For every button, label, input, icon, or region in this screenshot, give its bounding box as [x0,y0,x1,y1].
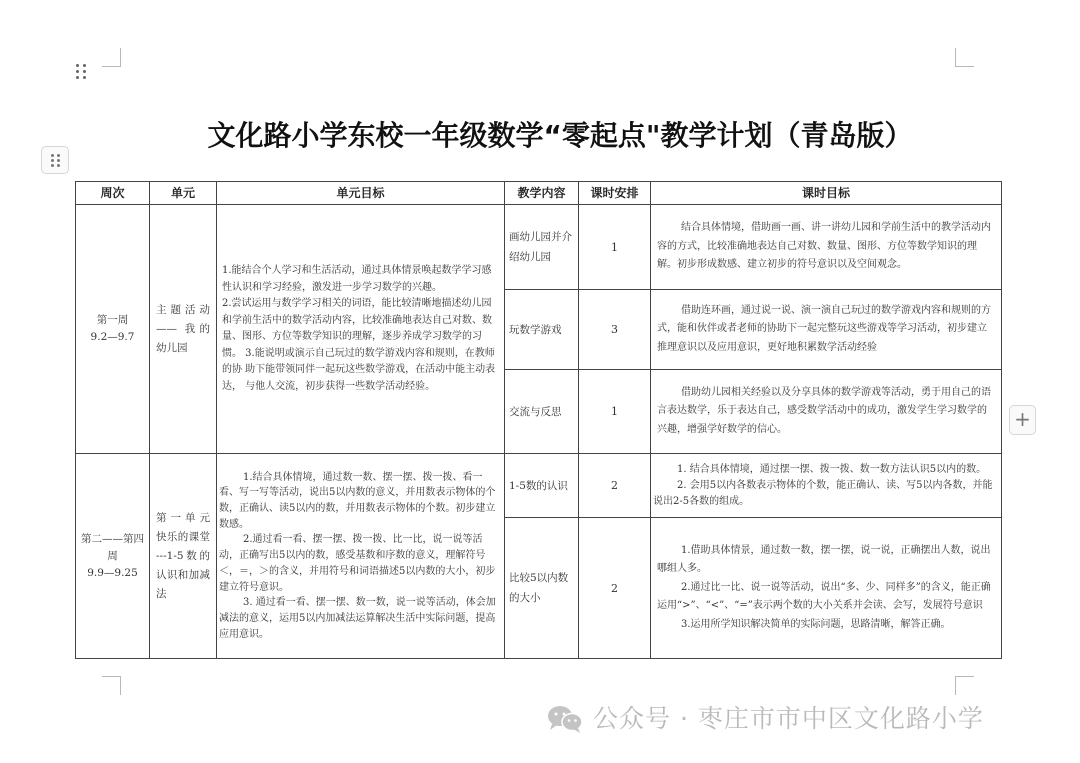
week-dates: 9.9—9.25 [87,566,138,579]
watermark-text: 公众号 · 枣庄市市中区文化路小学 [593,704,984,733]
watermark [545,700,984,738]
block-menu-button[interactable] [41,146,69,174]
lesson-target: 借助连环画，通过说一说、演一演自己玩过的数学游戏内容和规则的方式，能和伙伴或者老师的协助下一起完整玩这些游戏等学习活动，初步建立推理意识以及应用意识，更好地积累数学活动经验 [657,304,991,353]
unit-goal: 1.结合具体情境，通过数一数、摆一摆、拨一拨、看一看、写一写等活动，说出5以内数的意义，并用数表示物体的个数，正确认、读5以内的数，并用数表示物体的个数。初步建立数感。 [219,471,496,530]
unit-goals [217,454,505,659]
document-title: 文化路小学东校一年级数学“零起点"教学计划（青岛版） [207,119,913,152]
header-unit-goals: 单元目标 [217,182,505,205]
lesson-hours: 1 [579,370,651,454]
lesson-target: 1.借助具体情景，通过数一数，摆一摆，说一说，正确摆出人数，说出哪组人多。 [657,544,991,575]
lesson-content: 比较5以内数的大小 [505,518,579,659]
table-header-row [76,182,1002,205]
crop-mark-top-left [102,48,121,67]
unit-goals [217,205,505,454]
week-dates: 9.2—9.7 [90,331,135,343]
lesson-content: 玩数学游戏 [505,290,579,370]
header-week: 周次 [76,182,150,205]
week-cell [76,205,150,454]
unit-goal: 1.能结合个人学习和生活活动，通过具体情景唤起数学学习感 性认识和学习经验，激发进一步学习数学的兴趣。 [222,265,492,293]
lesson-hours: 2 [579,518,651,659]
lesson-content: 画幼儿园并介绍幼儿园 [505,205,579,290]
lesson-content: 交流与反思 [505,370,579,454]
header-hours: 课时安排 [579,182,651,205]
lesson-target: 3.运用所学知识解决简单的实际问题，思路清晰，解答正确。 [681,618,951,630]
week-label: 第二——第四周 [81,532,144,562]
crop-mark-bottom-right [955,676,974,695]
lesson-hours: 1 [579,205,651,290]
lesson-targets [651,290,1002,370]
unit-name: 主题活动—— 我的幼儿园 [150,205,217,454]
lesson-target: 借助幼儿园相关经验以及分享具体的数学游戏等活动，勇于用自己的语言表达数学，乐于表达自己，感受数学活动中的成功，激发学生学习数学的兴趣，增强学好数学的信心。 [657,386,991,435]
lesson-hours: 2 [579,454,651,518]
lesson-targets [651,205,1002,290]
unit-goal: 3. 通过看一看、摆一摆、数一数，说一说等活动，体会加减法的意义，运用5以内加减法运算解决生活中实际问题，提高应用意识。 [219,597,496,640]
unit-goal: 2.通过看一看、摆一摆、拨一拨、比一比，说一说等活动，正确写出5以内的数，感受基数和序数的意义，理解符号＜，＝，＞的含义，并用符号和词语描述5以内数的大小，初步建立符号意识。 [219,534,496,593]
lesson-targets [651,454,1002,518]
drag-handle-icon[interactable] [76,64,90,82]
week-cell [76,454,150,659]
crop-mark-top-right [955,48,974,67]
unit-name: 第一单元 快乐的课堂 ---1-5数的认识和加减法 [150,454,217,659]
lesson-target: 2. 会用5以内各数表示物体的个数，能正确认、读、写5以内各数，并能说出2-5各数的组成。 [653,479,993,507]
header-unit: 单元 [150,182,217,205]
lesson-content: 1-5数的认识 [505,454,579,518]
week-label: 第一周 [96,314,129,326]
lesson-hours: 3 [579,290,651,370]
lesson-targets [651,518,1002,659]
lesson-target: 2.通过比一比、说一说等活动，说出“多、少、同样多”的含义，能正确运用“>”、“<”、“=”表示两个数的大小关系并会读、会写，发展符号意识 [657,581,991,612]
lesson-targets [651,370,1002,454]
table-row [76,454,1002,518]
header-lesson-targets: 课时目标 [651,182,1002,205]
add-column-button[interactable]: + [1009,405,1036,435]
teaching-plan-table [75,181,1002,659]
unit-goal: 2.尝试运用与数学学习相关的词语，能比较清晰地描述幼儿园 和学前生活中的数学活动内容，比较准确地表达自己对数、数 量、图形、方位等数学知识的理解，逐步养成学习数学的习惯。 3.能说明或演示自己玩过的数学游戏内容和规则，在教师的协 助下能带领同伴一起玩这些数学游戏，在活动中能主动表达， 与他人交流，初步获得一些数学活动经验。 [222,298,496,392]
crop-mark-bottom-left [102,676,121,695]
table-row [76,205,1002,290]
lesson-target: 1. 结合具体情境，通过摆一摆、拨一拨、数一数方法认识5以内的数。 [677,463,987,475]
header-content: 教学内容 [505,182,579,205]
lesson-target: 结合具体情境，借助画一画、讲一讲幼儿园和学前生活中的教学活动内容的方式，比较准确地表达自己对数、数量、图形、方位等数学知识的理解。初步形成数感、建立初步的符号意识以及空间观念。 [657,222,991,271]
wechat-icon [545,704,585,734]
